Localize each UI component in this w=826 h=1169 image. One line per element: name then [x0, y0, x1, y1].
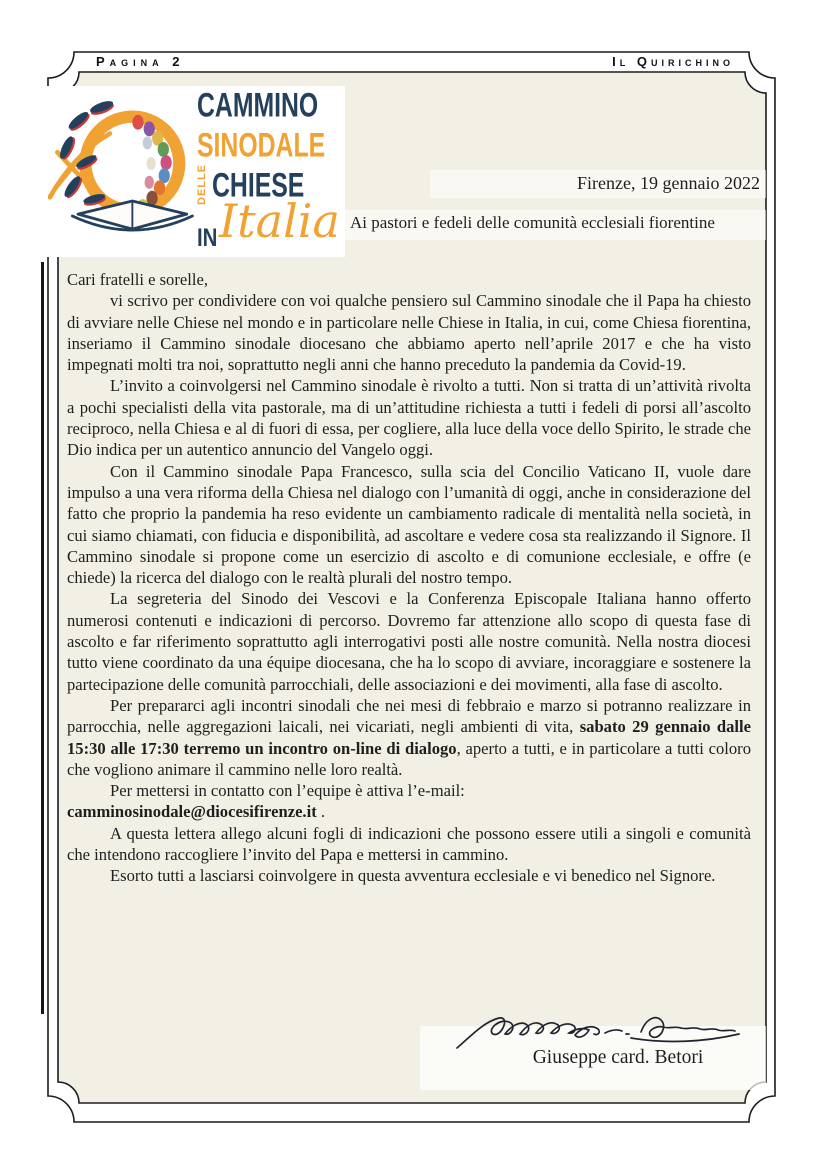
paragraph-run: , aperto a tutti, e in particolare a tutti coloro che vogliono animare il cammino nelle loro realtà. — [67, 738, 752, 779]
letter-paragraph — [67, 695, 751, 780]
logo-word-italia: Italia — [219, 194, 340, 248]
letter-date: Firenze, 19 gennaio 2022 — [577, 173, 760, 193]
paragraph-run: A questa lettera allego alcuni fogli di indicazioni che possono essere utili a singoli e comunità che intendono raccogliere l’invito del Papa e mettersi in cammino. — [67, 823, 751, 865]
newsletter-title: Il Quirichino — [612, 54, 734, 69]
scan-edge-line — [41, 262, 44, 1014]
letter-paragraph — [67, 290, 751, 375]
logo-word-cammino: CAMMINO — [197, 85, 319, 125]
page-number-label: Pagina 2 — [96, 54, 185, 69]
letter-paragraph — [67, 269, 751, 290]
paragraph-bold-run: camminosinodale@diocesifirenze.it — [67, 802, 317, 822]
letter-paragraph — [67, 865, 751, 886]
paragraph-run: Esorto tutti a lasciarsi coinvolgere in questa avventura ecclesiale e vi benedico nel Signore. — [110, 866, 716, 886]
logo-emblem-icon — [48, 88, 198, 254]
letter-recipient: Ai pastori e fedeli delle comunità ecclesiali fiorentine — [350, 213, 715, 232]
logo-word-sinodale: SINODALE — [197, 125, 326, 165]
letter-paragraph — [67, 780, 751, 823]
cammino-sinodale-logo — [44, 86, 345, 257]
signature-name: Giuseppe card. Betori — [532, 1047, 704, 1068]
letter-paragraph — [67, 461, 751, 589]
letter-paragraph — [67, 375, 751, 460]
paragraph-run: vi scrivo per condividere con voi qualche pensiero sul Cammino sinodale che il Papa ha chiesto di avviare nelle Chiese nel mondo e in particolare nelle Chiese in Italia, in cui, come Chiesa fiorentina, inseriamo il Cammino sinodale diocesano che abbiamo aperto nell’aprile 2017 e che ha visto impegnati molti tra noi, soprattutto negli anni che hanno preceduto la pandemia da Covid-19. — [67, 291, 751, 375]
logo-word-chiese: CHIESE — [212, 165, 305, 205]
logo-word-in: IN — [197, 223, 218, 253]
paragraph-run: Per mettersi in contatto con l’equipe è attiva l’e-mail: — [110, 781, 465, 801]
letter-paragraph — [67, 588, 751, 694]
handwritten-signature — [455, 1004, 765, 1052]
paragraph-run: Per prepararci agli incontri sinodali che nei mesi di febbraio e marzo si potranno realizzare in parrocchia, nelle aggregazioni laicali, nei vicariati, negli ambienti di vita, — [67, 695, 751, 737]
paragraph-run: Con il Cammino sinodale Papa Francesco, sulla scia del Concilio Vaticano II, vuole dare impulso a una vera riforma della Chiesa nel dialogo con l’umanità di oggi, anche in considerazione del fatto che proprio la pandemia ha reso evidente un cambiamento radicale di mentalità nella società, in cui siamo chiamati, con fiducia e disponibilità, ad ascoltare e vedere cosa sta realizzando il Signore. Il Cammino sinodale si propone come un esercizio di ascolto e di comunione ecclesiale, e offre (e chiede) la ricerca del dialogo con le realtà plurali del nostro tempo. — [67, 461, 751, 588]
paragraph-run: Cari fratelli e sorelle, — [67, 270, 208, 289]
paragraph-run: L’invito a coinvolgersi nel Cammino sinodale è rivolto a tutti. Non si tratta di un’attività rivolta a pochi specialisti della vita pastorale, ma di un’attitudine richiesta a tutti i fedeli di porsi all’ascolto reciproco, nella Chiesa e al di fuori di essa, per cogliere, alla luce della voce dello Spirito, le strade che Dio indica per un autentico annuncio del Vangelo oggi. — [67, 376, 751, 460]
paragraph-bold-run: sabato 29 gennaio dalle 15:30 alle 17:30 terremo un incontro on-line di dialogo — [67, 717, 751, 758]
logo-word-delle: DELLE — [196, 163, 208, 205]
paragraph-run: La segreteria del Sinodo dei Vescovi e la Conferenza Episcopale Italiana hanno offerto numerosi contenuti e indicazioni di percorso. Dovremo far attenzione allo scopo di questa fase di ascolto e far riferimento soprattutto agli interrogativi posti alle nostre comunità. Nella nostra diocesi tutto viene coordinato da una équipe diocesana, che ha lo scopo di avviare, incoraggiare e sostenere la partecipazione delle comunità parrocchiali, delle associazioni e dei movimenti, alla fase di ascolto. — [67, 589, 751, 694]
letter-body — [67, 269, 751, 887]
paragraph-run: . — [316, 802, 326, 822]
logo-wordmark — [196, 85, 347, 274]
letter-paragraph — [67, 823, 751, 866]
